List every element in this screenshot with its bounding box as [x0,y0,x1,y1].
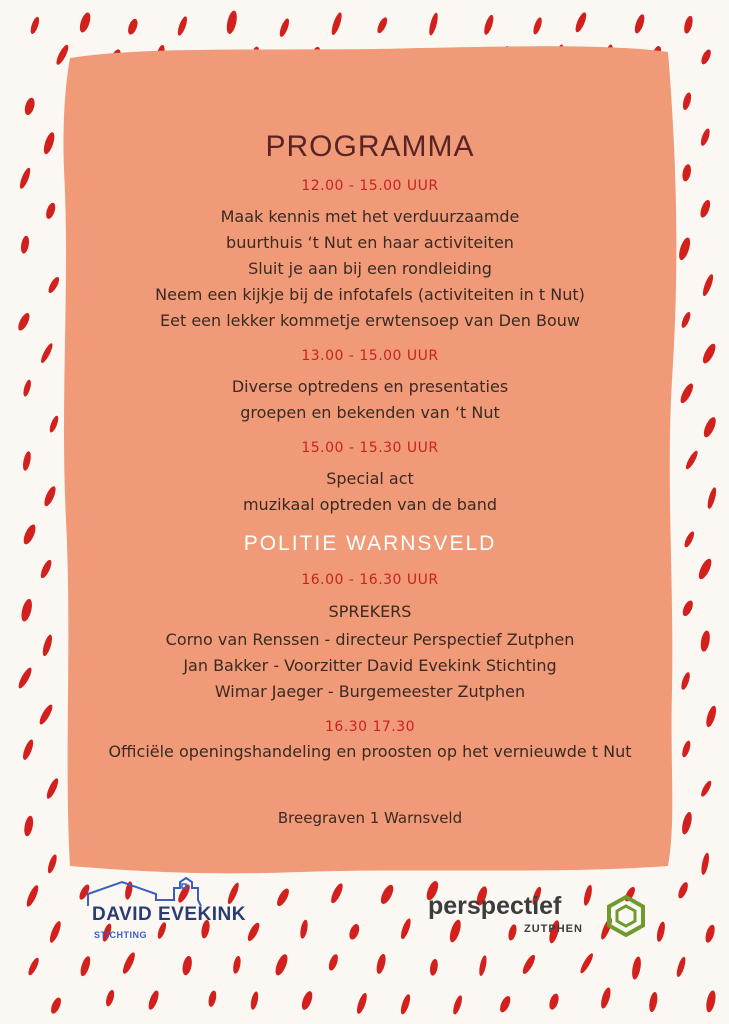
section-2-line-1: Diverse optredens en presentaties [231,377,509,396]
section-1-line-4: Neem een kijkje bij de infotafels (activiteiten in t Nut) [155,285,585,304]
section-1-lines [60,204,680,334]
band-name: POLITIE WARNSVELD [243,532,497,555]
section-5-lines [60,739,680,765]
section-3-line-1: Special act [326,469,414,488]
house-outline-icon [86,874,256,908]
section-1-line-2: buurthuis ‘t Nut en haar activiteiten [226,233,514,252]
section-3-line-2: muzikaal optreden van de band [242,495,498,514]
perspectief-name: perspectief [428,892,562,920]
time-slot-3: 15.00 - 15.30 UUR [301,440,439,456]
perspectief-sub: ZUTPHEN [524,923,583,935]
hexagon-icon [604,894,648,938]
time-slot-2: 13.00 - 15.00 UUR [301,348,439,364]
program-content [60,130,680,827]
section-4-lines [60,627,680,705]
section-5-line-1: Officiële openingshandeling en proosten op het vernieuwde t Nut [108,742,632,761]
speaker-1: Corno van Renssen - directeur Perspectief Zutphen [165,630,575,649]
speaker-3: Wimar Jaeger - Burgemeester Zutphen [214,682,526,701]
david-evekink-name: DAVID EVEKINK [92,904,246,925]
time-slot-4: 16.00 - 16.30 UUR [301,572,439,588]
time-slot-1: 12.00 - 15.00 UUR [301,178,439,194]
section-1-line-5: Eet een lekker kommetje erwtensoep van Den Bouw [160,311,580,330]
section-1-line-3: Sluit je aan bij een rondleiding [248,259,492,278]
david-evekink-sub: STICHTING [94,930,147,940]
page-title: PROGRAMMA [265,130,475,163]
address: Breegraven 1 Warnsveld [277,809,463,827]
time-slot-5: 16.30 17.30 [324,719,416,735]
section-2-line-2: groepen en bekenden van ‘t Nut [240,403,500,422]
section-3-lines [60,466,680,518]
section-2-lines [60,374,680,426]
section-1-line-1: Maak kennis met het verduurzaamde [220,207,520,226]
speaker-2: Jan Bakker - Voorzitter David Evekink Stichting [183,656,557,675]
speakers-heading: SPREKERS [328,602,412,621]
perspectief-zutphen-logo [428,892,658,952]
david-evekink-logo [86,874,256,944]
